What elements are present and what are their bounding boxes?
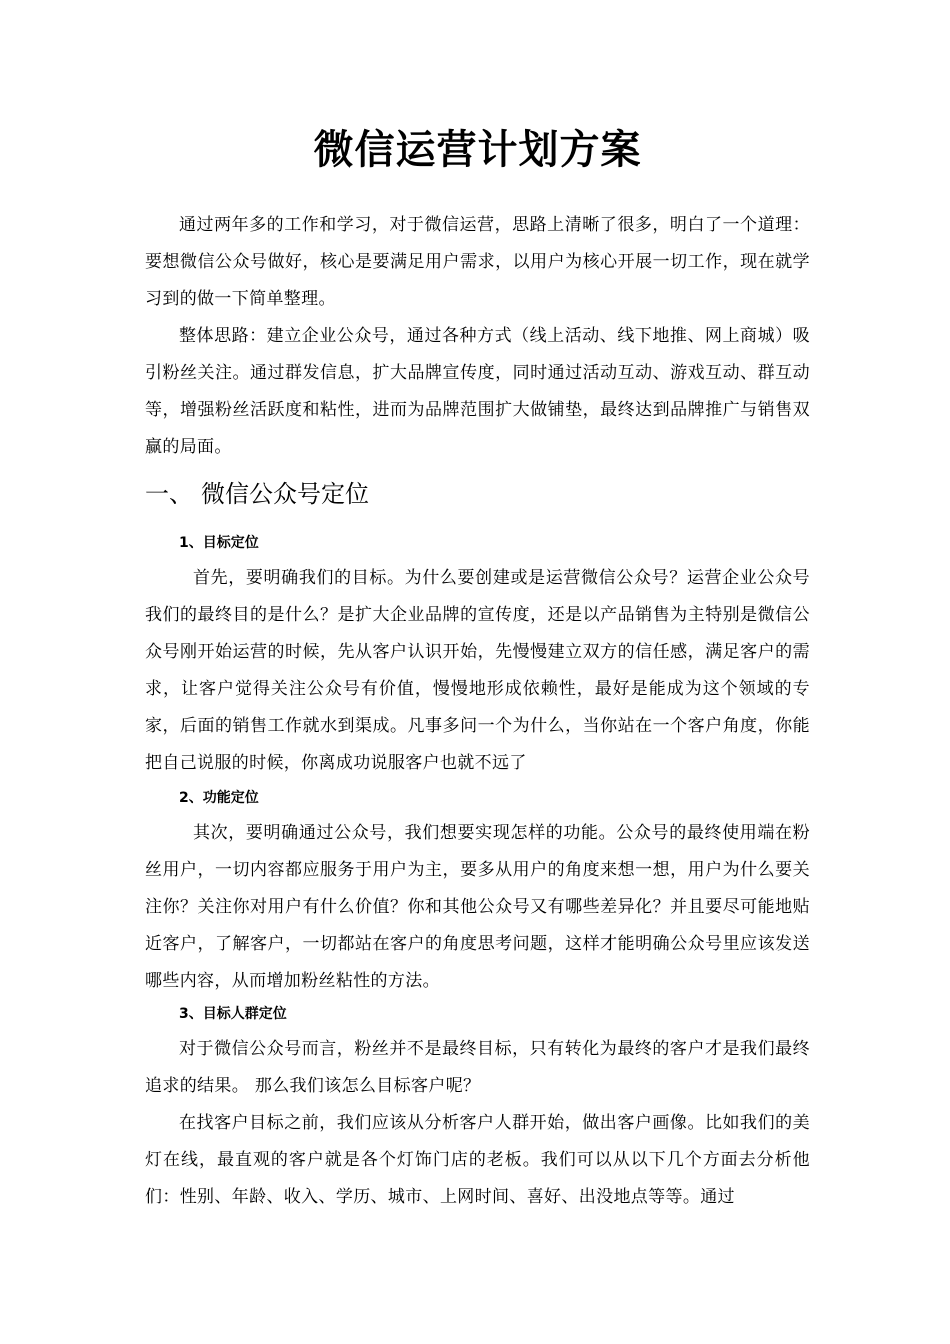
subsection-body-audience-1: 对于微信公众号而言，粉丝并不是最终目标，只有转化为最终的客户才是我们最终追求的结果。 那么我们该怎么目标客户呢？ xyxy=(145,1039,810,1096)
subsection-body-function: 其次，要明确通过公众号，我们想要实现怎样的功能。公众号的最终使用端在粉丝用户，一切内容都应服务于用户为主，要多从用户的角度来想一想，用户为什么要关注你？关注你对用户有什么价值？你和其他公众号又有哪些差异化？并且要尽可能地贴近客户，了解客户，一切都站在客户的角度思考问题，这样才能明确公众号里应该发送哪些内容，从而增加粉丝粘性的方法。 xyxy=(145,823,810,991)
subsection-body-audience-2: 在找客户目标之前，我们应该从分析客户人群开始，做出客户画像。比如我们的美灯在线，最直观的客户就是各个灯饰门店的老板。我们可以从以下几个方面去分析他们：性别、年龄、收入、学历、城市、上网时间、喜好、出没地点等等。通过 xyxy=(145,1113,810,1207)
section-number: 一、 xyxy=(145,480,193,508)
subsection-body-target: 首先，要明确我们的目标。为什么要创建或是运营微信公众号？运营企业公众号我们的最终目的是什么？是扩大企业品牌的宣传度，还是以产品销售为主特别是微信公众号刚开始运营的时候，先从客户认识开始，先慢慢建立双方的信任感，满足客户的需求，让客户觉得关注公众号有价值，慢慢地形成依赖性，最好是能成为这个领域的专家，后面的销售工作就水到渠成。凡事多问一个为什么，当你站在一个客户角度，你能把自己说服的时候，你离成功说服客户也就不远了 xyxy=(145,568,810,773)
subsection-heading-function: 2、功能定位 xyxy=(179,790,259,806)
section-heading-1 xyxy=(145,476,369,512)
document-title: 微信运营计划方案 xyxy=(313,127,642,173)
subsection-heading-audience: 3、目标人群定位 xyxy=(179,1006,287,1022)
intro-paragraph-2: 整体思路：建立企业公众号，通过各种方式（线上活动、线下地推、网上商城）吸引粉丝关注。通过群发信息，扩大品牌宣传度，同时通过活动互动、游戏互动、群互动等，增强粉丝活跃度和粘性，进而为品牌范围扩大做铺垫，最终达到品牌推广与销售双赢的局面。 xyxy=(145,326,810,457)
section-title: 微信公众号定位 xyxy=(201,480,369,508)
subsection-heading-target: 1、目标定位 xyxy=(179,535,259,551)
intro-paragraph-1: 通过两年多的工作和学习，对于微信运营，思路上清晰了很多，明白了一个道理：要想微信公众号做好，核心是要满足用户需求，以用户为核心开展一切工作，现在就学习到的做一下简单整理。 xyxy=(145,215,810,309)
